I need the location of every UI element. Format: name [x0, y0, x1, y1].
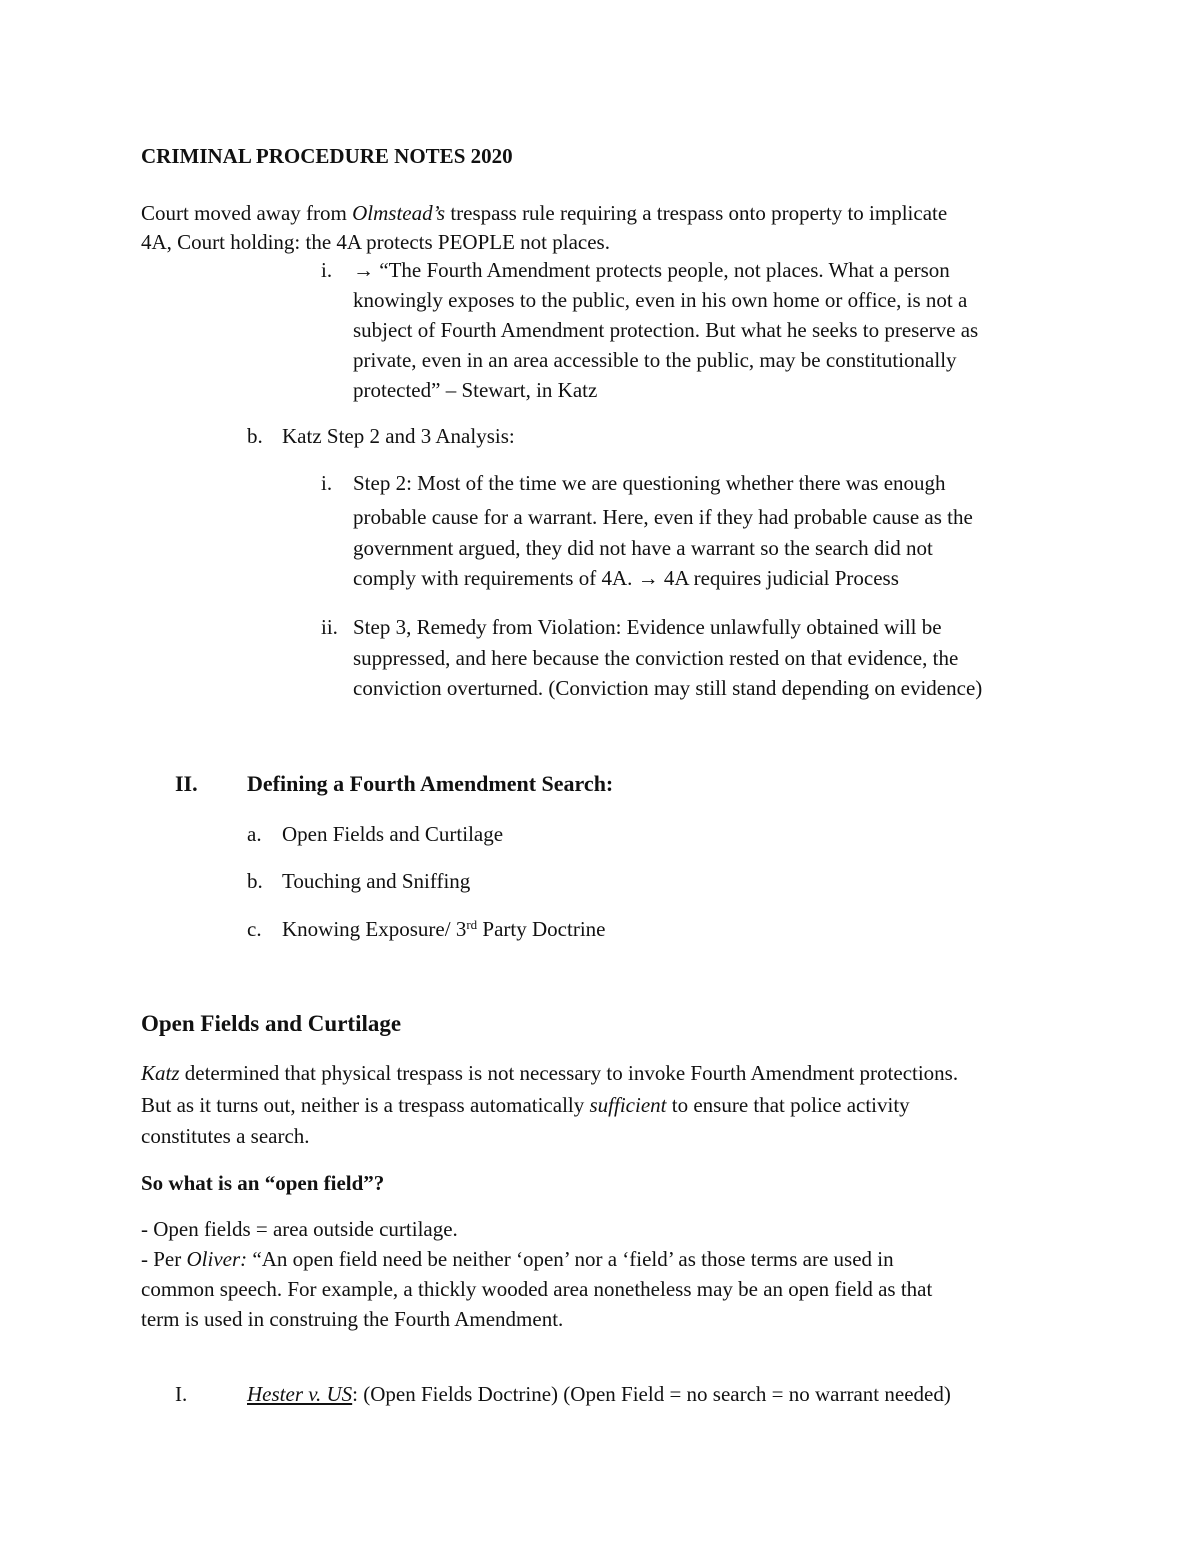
definition-line-2	[141, 1244, 894, 1274]
step2-line-4	[353, 563, 899, 593]
step3-line-1: Step 3, Remedy from Violation: Evidence unlawfully obtained will be	[353, 615, 942, 639]
intro-text: trespass rule requiring a trespass onto property to implicate	[445, 201, 948, 225]
case-name-katz: Katz	[141, 1061, 180, 1085]
case-numeral: I.	[175, 1382, 188, 1406]
emphasized-word: sufficient	[589, 1093, 667, 1117]
list-marker: ii.	[321, 615, 338, 639]
quote-line-1	[353, 255, 950, 285]
paragraph-text: determined that physical trespass is not necessary to invoke Fourth Amendment protections.	[179, 1061, 959, 1085]
arrow-icon: →	[637, 566, 659, 590]
quote-line-5: protected” – Stewart, in Katz	[353, 378, 598, 402]
case-item	[247, 1379, 951, 1409]
list-marker: c.	[247, 917, 262, 941]
case-name-oliver: Oliver:	[186, 1247, 248, 1271]
step3-line-2: suppressed, and here because the conviction rested on that evidence, the	[353, 646, 959, 670]
superscript: rd	[466, 917, 478, 932]
step2-line-2: probable cause for a warrant. Here, even if they had probable cause as the	[353, 505, 973, 529]
paragraph-text: But as it turns out, neither is a trespass automatically	[141, 1093, 590, 1117]
quote-line-3: subject of Fourth Amendment protection. But what he seeks to preserve as	[353, 318, 979, 342]
intro-line-1	[141, 198, 947, 228]
list-item-text: Party Doctrine	[477, 917, 606, 941]
paragraph-text: to ensure that police activity	[666, 1093, 910, 1117]
paragraph-line-3: constitutes a search.	[141, 1124, 310, 1148]
step2-text: 4A requires judicial Process	[658, 566, 899, 590]
quote-text: “The Fourth Amendment protects people, not places. What a person	[379, 258, 950, 282]
list-marker: i.	[321, 471, 333, 495]
list-marker: i.	[321, 258, 333, 282]
definition-text: “An open field need be neither ‘open’ nor a ‘field’ as those terms are used in	[247, 1247, 894, 1271]
definition-text: - Per	[141, 1247, 187, 1271]
katz-analysis-label: Katz Step 2 and 3 Analysis:	[282, 424, 515, 448]
step2-line-3: government argued, they did not have a warrant so the search did not	[353, 536, 933, 560]
section-numeral: II.	[175, 771, 198, 796]
quote-line-4: private, even in an area accessible to the public, may be constitutionally	[353, 348, 957, 372]
list-marker: b.	[247, 424, 263, 448]
list-item	[282, 914, 605, 944]
list-marker: a.	[247, 822, 262, 846]
list-marker: b.	[247, 869, 263, 893]
list-item: Touching and Sniffing	[282, 869, 471, 893]
quote-line-2: knowingly exposes to the public, even in his own home or office, is not a	[353, 288, 968, 312]
list-item: Open Fields and Curtilage	[282, 822, 504, 846]
step3-line-3: conviction overturned. (Conviction may still stand depending on evidence)	[353, 676, 983, 700]
definition-line-3: common speech. For example, a thickly wooded area nonetheless may be an open field as that	[141, 1277, 933, 1301]
case-name-hester: Hester v. US	[247, 1382, 353, 1406]
arrow-icon: →	[353, 258, 374, 282]
document-title: CRIMINAL PROCEDURE NOTES 2020	[141, 144, 513, 168]
step2-text: comply with requirements of 4A.	[353, 566, 638, 590]
case-name-olmstead: Olmstead’s	[352, 201, 446, 225]
step2-line-1: Step 2: Most of the time we are questioning whether there was enough	[353, 471, 946, 495]
paragraph-line-1	[141, 1058, 958, 1088]
definition-line-1: - Open fields = area outside curtilage.	[141, 1217, 458, 1241]
section-heading: Defining a Fourth Amendment Search:	[247, 771, 614, 796]
list-item-text: Knowing Exposure/ 3	[282, 917, 467, 941]
subsection-heading: Open Fields and Curtilage	[141, 1011, 402, 1036]
definition-line-4: term is used in construing the Fourth Amendment.	[141, 1307, 564, 1331]
case-item-text: : (Open Fields Doctrine) (Open Field = no search = no warrant needed)	[352, 1382, 951, 1406]
paragraph-line-2	[141, 1090, 910, 1120]
intro-text: Court moved away from	[141, 201, 353, 225]
question-heading: So what is an “open field”?	[141, 1171, 385, 1195]
intro-line-2: 4A, Court holding: the 4A protects PEOPLE not places.	[141, 230, 610, 254]
